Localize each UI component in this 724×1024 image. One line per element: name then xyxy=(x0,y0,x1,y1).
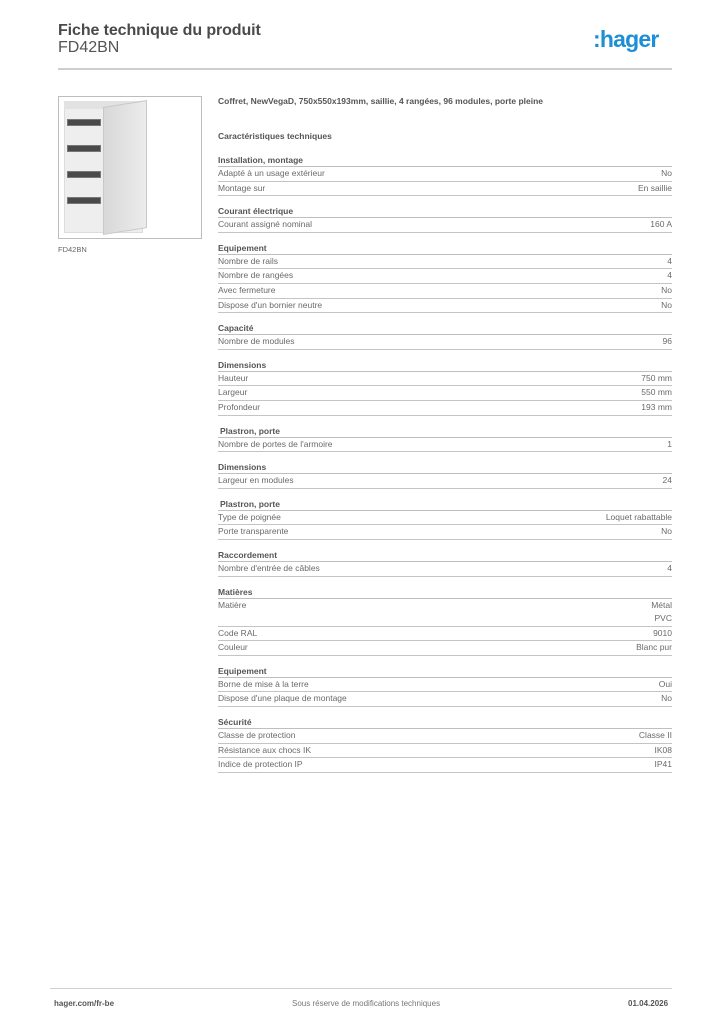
product-description: Coffret, NewVegaD, 750x550x193mm, saillie, 4 rangées, 96 modules, porte pleine xyxy=(218,96,544,106)
product-code: FD42BN xyxy=(58,39,120,56)
spec-label: Porte transparente xyxy=(218,526,289,537)
spec-group-title: Plastron, porte xyxy=(218,425,672,438)
spec-value xyxy=(641,401,672,415)
spec-value-line: 9010 xyxy=(653,627,672,638)
spec-row xyxy=(218,744,672,759)
footer-website-link[interactable]: hager.com/fr-be xyxy=(54,999,115,1008)
spec-value-line: 160 A xyxy=(650,219,672,230)
spec-group-title: Raccordement xyxy=(218,549,672,562)
spec-value-line: Oui xyxy=(658,678,672,689)
spec-value xyxy=(661,299,672,313)
spec-value-line: Métal xyxy=(651,599,672,610)
spec-value xyxy=(661,525,672,539)
spec-value-line: 4 xyxy=(667,270,672,281)
page-title: Fiche technique du produit xyxy=(58,22,261,39)
spec-value xyxy=(651,599,672,626)
spec-row xyxy=(218,599,672,627)
spec-value-line: Blanc pur xyxy=(636,642,672,653)
spec-value xyxy=(663,335,672,349)
spec-label: Courant assigné nominal xyxy=(218,219,313,230)
spec-label: Matière xyxy=(218,599,247,610)
rail xyxy=(67,119,101,126)
product-image xyxy=(58,96,202,239)
image-caption: FD42BN xyxy=(58,245,87,254)
specs-table xyxy=(218,154,672,782)
spec-group-title: Equipement xyxy=(218,665,672,678)
spec-label: Avec fermeture xyxy=(218,284,276,295)
spec-group-title: Dimensions xyxy=(218,359,672,372)
spec-value-line: No xyxy=(661,168,672,178)
spec-row xyxy=(218,401,672,416)
spec-row xyxy=(218,182,672,197)
spec-group xyxy=(218,359,672,416)
spec-group xyxy=(218,425,672,453)
spec-value xyxy=(667,255,672,269)
cabinet-door xyxy=(103,100,147,235)
spec-row xyxy=(218,562,672,577)
spec-row xyxy=(218,525,672,540)
spec-label: Hauteur xyxy=(218,372,249,383)
spec-value-line: 750 mm xyxy=(641,372,672,383)
spec-row xyxy=(218,218,672,233)
spec-label: Montage sur xyxy=(218,182,266,193)
spec-value-line: No xyxy=(661,693,672,704)
spec-value-line: IP41 xyxy=(654,759,672,770)
spec-row xyxy=(218,255,672,270)
spec-value-line: 4 xyxy=(667,255,672,266)
spec-label: Nombre de modules xyxy=(218,336,295,347)
spec-row xyxy=(218,299,672,314)
spec-label: Adapté à un usage extérieur xyxy=(218,168,325,178)
spec-value xyxy=(641,386,672,400)
spec-value-line: En saillie xyxy=(637,182,672,193)
spec-group xyxy=(218,322,672,350)
spec-value-line: 4 xyxy=(667,562,672,573)
spec-value xyxy=(606,511,672,525)
spec-row xyxy=(218,641,672,656)
spec-row xyxy=(218,167,672,182)
spec-row xyxy=(218,474,672,489)
spec-row xyxy=(218,284,672,299)
spec-label: Largeur xyxy=(218,387,248,398)
spec-row xyxy=(218,386,672,401)
spec-label: Dispose d'un bornier neutre xyxy=(218,299,323,310)
spec-group-title: Equipement xyxy=(218,242,672,255)
footer-date: 01.04.2026 xyxy=(628,999,669,1008)
spec-value xyxy=(661,167,672,181)
spec-value-line: 24 xyxy=(662,475,672,486)
spec-value-line: IK08 xyxy=(654,744,672,755)
spec-value xyxy=(655,758,673,772)
spec-value xyxy=(653,627,672,641)
spec-group-title: Sécurité xyxy=(218,716,672,729)
rail xyxy=(67,145,101,152)
spec-row xyxy=(218,335,672,350)
spec-group-title: Installation, montage xyxy=(218,154,672,167)
spec-label: Type de poignée xyxy=(218,511,281,522)
spec-value xyxy=(650,218,672,232)
spec-row xyxy=(218,678,672,693)
spec-value-line: 550 mm xyxy=(641,387,672,398)
spec-value xyxy=(638,182,672,196)
spec-row xyxy=(218,438,672,453)
spec-label: Code RAL xyxy=(218,627,258,638)
spec-value xyxy=(667,269,672,283)
spec-group xyxy=(218,461,672,489)
rail xyxy=(67,197,101,204)
spec-group xyxy=(218,716,672,773)
spec-group-title: Dimensions xyxy=(218,461,672,474)
rail xyxy=(67,171,101,178)
spec-label: Profondeur xyxy=(218,401,261,412)
spec-group xyxy=(218,154,672,196)
spec-row xyxy=(218,627,672,642)
spec-group-title: Capacité xyxy=(218,322,672,335)
spec-value-line: 96 xyxy=(662,336,672,347)
spec-group xyxy=(218,586,672,656)
spec-value-line: 1 xyxy=(667,438,672,449)
spec-group xyxy=(218,665,672,707)
spec-value-line: No xyxy=(661,284,672,295)
spec-value-line: No xyxy=(661,526,672,537)
spec-group xyxy=(218,242,672,313)
spec-value xyxy=(636,641,672,655)
spec-value xyxy=(641,372,672,386)
spec-label: Nombre de rails xyxy=(218,255,278,266)
spec-row xyxy=(218,511,672,526)
spec-value xyxy=(661,692,672,706)
spec-label: Nombre d'entrée de câbles xyxy=(218,562,320,573)
spec-group-title: Plastron, porte xyxy=(218,498,672,511)
spec-row xyxy=(218,692,672,707)
spec-label: Résistance aux chocs IK xyxy=(218,744,312,755)
spec-row xyxy=(218,372,672,387)
spec-value xyxy=(639,729,672,743)
spec-label: Nombre de portes de l'armoire xyxy=(218,438,333,449)
spec-group-title: Courant électrique xyxy=(218,205,672,218)
spec-value-line: Classe II xyxy=(638,730,672,741)
spec-label: Nombre de rangées xyxy=(218,270,294,281)
spec-label: Dispose d'une plaque de montage xyxy=(218,693,347,704)
spec-label: Largeur en modules xyxy=(218,475,294,486)
spec-row xyxy=(218,758,672,773)
spec-value-line: Loquet rabattable xyxy=(605,511,672,522)
spec-row xyxy=(218,269,672,284)
spec-value xyxy=(667,562,672,576)
spec-label: Borne de mise à la terre xyxy=(218,678,309,689)
spec-value-line: No xyxy=(661,299,672,310)
spec-group xyxy=(218,205,672,233)
footer-disclaimer: Sous réserve de modifications techniques xyxy=(292,999,441,1008)
spec-group-title: Matières xyxy=(218,586,672,599)
spec-value-line: 193 mm xyxy=(641,401,672,412)
spec-label: Classe de protection xyxy=(218,730,296,741)
specs-title: Caractéristiques techniques xyxy=(218,131,332,141)
spec-group xyxy=(218,549,672,577)
spec-label: Indice de protection IP xyxy=(218,759,303,770)
spec-value xyxy=(655,744,673,758)
spec-group xyxy=(218,498,672,540)
spec-value-line: PVC xyxy=(654,613,672,624)
footer-divider xyxy=(50,988,672,989)
spec-label: Couleur xyxy=(218,642,248,653)
spec-value xyxy=(659,678,672,692)
spec-value xyxy=(663,474,672,488)
hager-logo: :hager xyxy=(593,26,659,52)
spec-value xyxy=(667,438,672,452)
header-divider xyxy=(58,68,672,70)
spec-value xyxy=(661,284,672,298)
spec-row xyxy=(218,729,672,744)
